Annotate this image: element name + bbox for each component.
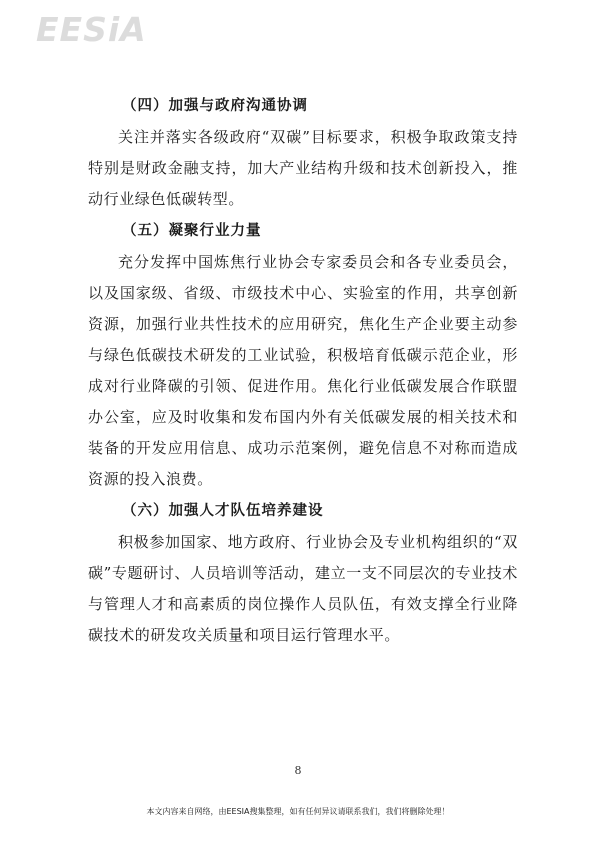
eesia-watermark-logo: EESiA <box>36 10 147 49</box>
footer-disclaimer: 本文内容来自网络，由EESIA搜集整理，如有任何异议请联系我们，我们将删除处理！ <box>146 807 450 816</box>
page-number: 8 <box>294 764 302 777</box>
section-heading-5: （五）凝聚行业力量 <box>122 222 262 239</box>
section-paragraph-6: 积极参加国家、地方政府、行业协会及专业机构组织的“双碳”专题研讨、人员培训等活动，建立一支不同层次的专业技术与管理人才和高素质的岗位操作人员队伍，有效支撑全行业降碳技术的研发攻关质量和项目运行管理水平。 <box>88 533 518 644</box>
section-paragraph-5: 充分发挥中国炼焦行业协会专家委员会和各专业委员会，以及国家级、省级、市级技术中心、实验室的作用，共享创新资源，加强行业共性技术的应用研究，焦化生产企业要主动参与绿色低碳技术研发的工业试验，积极培育低碳示范企业，形成对行业降碳的引领、促进作用。焦化行业低碳发展合作联盟办公室，应及时收集和发布国内外有关低碳发展的相关技术和装备的开发应用信息、成功示范案例，避免信息不对称而造成资源的投入浪费。 <box>88 253 518 488</box>
section-heading-6: （六）加强人才队伍培养建设 <box>122 502 324 519</box>
document-body <box>88 90 518 651</box>
section-paragraph-4: 关注并落实各级政府“双碳”目标要求，积极争取政策支持特别是财政金融支持，加大产业结构升级和技术创新投入，推动行业绿色低碳转型。 <box>88 128 518 208</box>
section-heading-4: （四）加强与政府沟通协调 <box>122 97 308 114</box>
